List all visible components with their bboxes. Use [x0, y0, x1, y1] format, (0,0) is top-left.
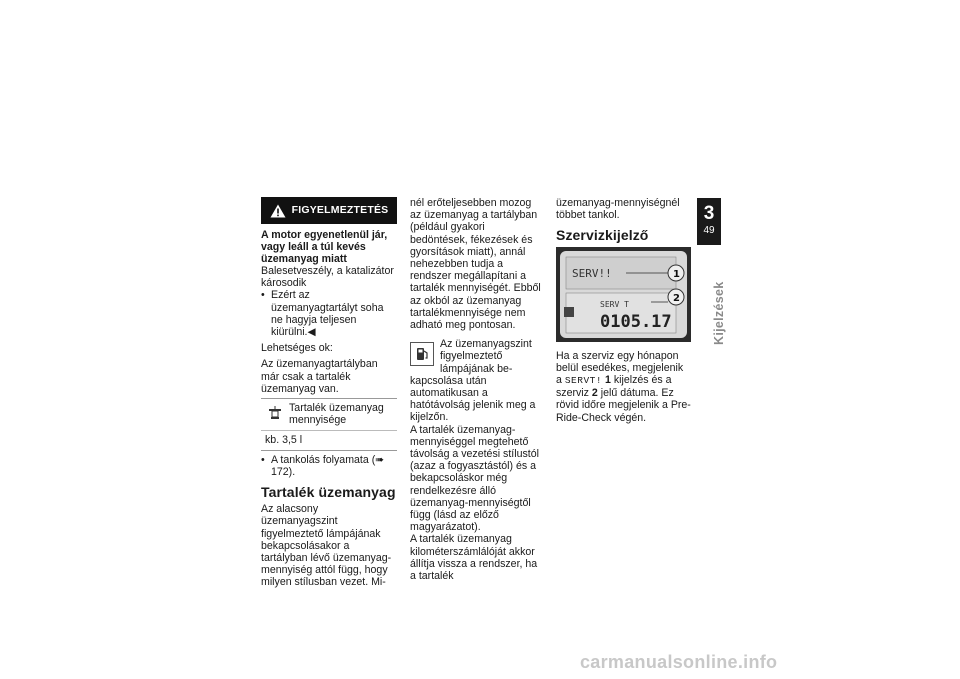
refuel-bullets [261, 454, 397, 478]
watermark: carmanualsonline.info [580, 652, 778, 672]
lcd-illustration [556, 247, 691, 342]
table-header [261, 399, 397, 431]
callout-1: 1 [673, 268, 680, 280]
warning-banner [261, 197, 397, 224]
paragraph: kapcsolása után automatikusan a hatótávolság jelenik meg a kijelzőn. [410, 374, 536, 424]
lcd-serv-small: SERV T [600, 299, 629, 309]
paragraph: üzemanyag-mennyiségnél többet tankol. [556, 197, 680, 222]
table-value: kb. 3,5 l [265, 434, 303, 447]
warning-text: Balesetveszély, a katalizátor károsodik [261, 265, 394, 290]
page-number: 49 [703, 225, 715, 236]
text-span: jelű dátuma. Ez rövid időre megjelenik a Pre-Ride-Check végén. [556, 387, 691, 424]
possible-cause-label: Lehetséges ok: [261, 342, 333, 355]
section-heading-reserve: Tartalék üzemanyag [261, 484, 396, 501]
fuel-pump-icon [261, 402, 289, 420]
paragraph: nél erőteljesebben mozog az üzemanyag a tartályban (például gyakori bedöntések, fékezések és gyorsítások miatt), annál nehezebben tudja a rendszer megállapítani a tartalék mennyiségét. Ebből az okból az üzemanyag tartalékmennyisége nem adható meg pontosan. [410, 197, 541, 332]
reserve-table [261, 398, 397, 451]
bullet-item: • A tankolás folyamata (➠ 172). [261, 454, 397, 478]
warning-label: FIGYELMEZTETÉS [291, 204, 389, 217]
text-span: Ha a szerviz egy hónapon belül esedékes, megjelenik a [556, 349, 684, 387]
lcd-serv-top: SERV!! [572, 266, 612, 280]
bullet-item: • Ezért az üzemanyagtartályt soha ne hagyja teljesen kiürülni.◀ [261, 289, 397, 338]
column-3 [556, 197, 691, 424]
column-2 [410, 197, 543, 582]
service-display-image [556, 247, 691, 342]
warning-title: A motor egyenetlenül jár, vagy leáll a túl kevés üzemanyag miatt [261, 229, 388, 265]
service-text [556, 350, 691, 424]
callout-2: 2 [673, 292, 680, 304]
ref-2: 2 [591, 387, 598, 400]
reserve-text: Az alacsony üzemanyagszint figyelmeztető lámpájának bekapcsolásakor a tartályban lévő üzemanyag-mennyiség attól függ, hogy milyen stílusban vezet. Mi- [261, 503, 392, 589]
lcd-date: 0105.17 [600, 311, 672, 332]
service-code: SERVT! [564, 375, 603, 387]
lamp-note [410, 338, 543, 375]
warning-triangle-icon [270, 204, 286, 218]
chapter-number: 3 [697, 198, 721, 245]
lamp-text: Az üzemanyagszint figyelmeztető lámpájának be- [440, 338, 532, 375]
possible-cause-text: Az üzemanyagtartályban már csak a tartalék üzemanyag van. [261, 358, 378, 395]
paragraph: A tartalék üzemanyag-mennyiséggel megtehető távolság a vezetési stílustól (azaz a fogyasztástól) és a bekapcsoláskor még rendelkezésre álló üzemanyag-mennyiségtől függ (lásd az előző magyarázatot). [410, 423, 539, 534]
paragraph: A tartalék üzemanyag kilométerszámlálóját akkor állítja vissza a rendszer, ha a tartalék [410, 533, 538, 583]
text-span: kijelzés és a szerviz [556, 374, 672, 400]
chapter-label: Kijelzések [712, 281, 726, 345]
column-1 [261, 197, 397, 589]
ref-1: 1 [602, 374, 611, 387]
table-label: Tartalék üzemanyag mennyisége [289, 402, 384, 427]
warning-bullets [261, 289, 397, 338]
fuel-warning-lamp-icon [410, 342, 434, 366]
section-heading-service: Szervizkijelző [556, 227, 649, 244]
